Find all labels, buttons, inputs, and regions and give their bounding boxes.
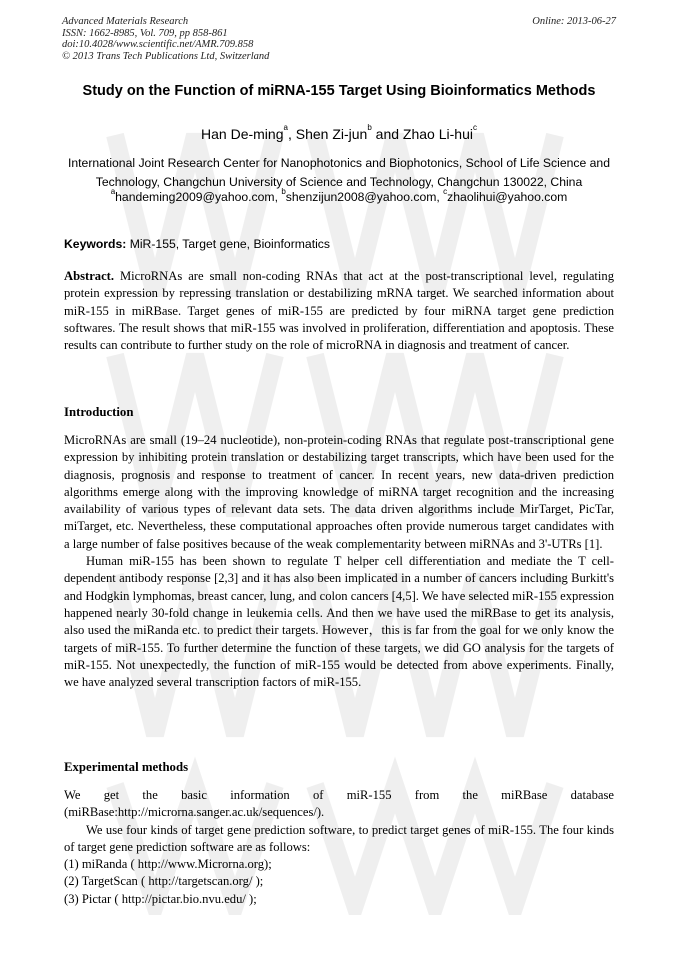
paragraph: Human miR-155 has been shown to regulate T helper cell differentiation and mediate the T cell-dependent antibody response [2,3] and it has also been implicated in a number of cancers including Burkitt's and Hodgkin lymphomas, breast cancer, lung, and colon cancers [4,5]. We have selected miR-155 expression happened nearly 30-fold change in leukemia cells. And then we have used the miRBase to get its analysis, also used the miRanda etc. to predict their targets. However，this is far from the goal for we only know the targets of miR-155. To further determine the function of these targets, we did GO analysis for the targets of miR-155. Not unexpectedly, the function of miR-155 would be detected from above experiments. Finally, we have analyzed several transcription factors of miR-155. [64, 554, 614, 690]
online-date: Online: 2013-06-27 [532, 16, 616, 27]
author-name: Zhao Li-hui [402, 126, 473, 142]
journal-name: Advanced Materials Research [62, 16, 189, 27]
email-superscript: a [110, 187, 116, 196]
author-list [64, 123, 614, 142]
author-name: Shen Zi-jun [295, 126, 368, 142]
keywords-label: Keywords: [64, 237, 127, 251]
affiliation: International Joint Research Center for Nanophotonics and Biophotonics, School of Life Science and Technology, Changchun University of Science and Technology, Changchun 130022, China [67, 156, 610, 189]
author-separator: and [371, 126, 403, 142]
email-address: shenzijun2008@yahoo.com, [285, 190, 444, 204]
methods-body [64, 787, 614, 908]
journal-issn: ISSN: 1662-8985, Vol. 709, pp 858-861 [62, 27, 228, 39]
author-superscript: c [472, 123, 477, 132]
keywords [64, 237, 614, 251]
introduction-body [64, 432, 614, 691]
paragraph: MicroRNAs are small (19–24 nucleotide), non-protein-coding RNAs that regulate post-transcriptional gene expression by inhibiting protein translation or destabilizing target transcripts, which have been used for the diagnosis, prognosis and response to treatment of cancer. In recent years, new data-driven prediction algorithms emerge along with the improving knowledge of miRNA target recognition and the increasing availability of various types of relevant data sets. The data driven algorithms include MirTarget, PicTar, miTarget, etc. Nevertheless, these computational approaches often provide numerous target candidates with a large number of false positives because of the weak complementarity between miRNAs and 3'-UTRs [1]. [64, 433, 614, 551]
abstract-text: MicroRNAs are small non-coding RNAs that act at the post-transcriptional level, regulating protein expression by repressing translation or destabilizing mRNA target. We searched information about miR-155 in miRBase. Target genes of miR-155 are predicted by four miRNA target gene prediction softwares. The result shows that miR-155 was involved in proliferation, differentiation and apoptosis. These results can contribute to further study on the role of microRNA in diagnosis and treatment of cancer. [64, 269, 614, 353]
author-superscript: b [367, 123, 372, 132]
section-heading-introduction: Introduction [64, 405, 134, 419]
keywords-text: MiR-155, Target gene, Bioinformatics [126, 237, 330, 251]
paper-title: Study on the Function of miRNA-155 Target Using Bioinformatics Methods [82, 83, 596, 99]
list-item: (2) TargetScan ( http://targetscan.org/ ); [64, 874, 264, 889]
abstract-label: Abstract. [64, 269, 115, 283]
author-superscript: a [283, 123, 288, 132]
journal-copyright: © 2013 Trans Tech Publications Ltd, Switzerland [62, 50, 270, 62]
author-separator: , [287, 126, 296, 142]
email-superscript: c [443, 187, 448, 196]
email-address: zhaolihui@yahoo.com [447, 190, 568, 204]
author-name: Han De-ming [201, 126, 284, 142]
list-item: (1) miRanda ( http://www.Microrna.org); [64, 857, 272, 872]
journal-header [62, 16, 269, 62]
email-address: handeming2009@yahoo.com, [115, 190, 282, 204]
paragraph: We use four kinds of target gene prediction software, to predict target genes of miR-155. The four kinds of target gene prediction software are as follows: [64, 822, 614, 854]
section-heading-methods: Experimental methods [64, 760, 189, 774]
paragraph: We get the basic information of miR-155 from the miRBase database (miRBase:http://microrna.sanger.ac.uk/sequences/). [64, 788, 614, 820]
list-item: (3) Pictar ( http://pictar.bio.nvu.edu/ ); [64, 891, 257, 906]
email-superscript: b [281, 187, 286, 196]
journal-doi: doi:10.4028/www.scientific.net/AMR.709.858 [62, 39, 254, 50]
abstract [64, 268, 614, 354]
author-emails [64, 187, 614, 204]
